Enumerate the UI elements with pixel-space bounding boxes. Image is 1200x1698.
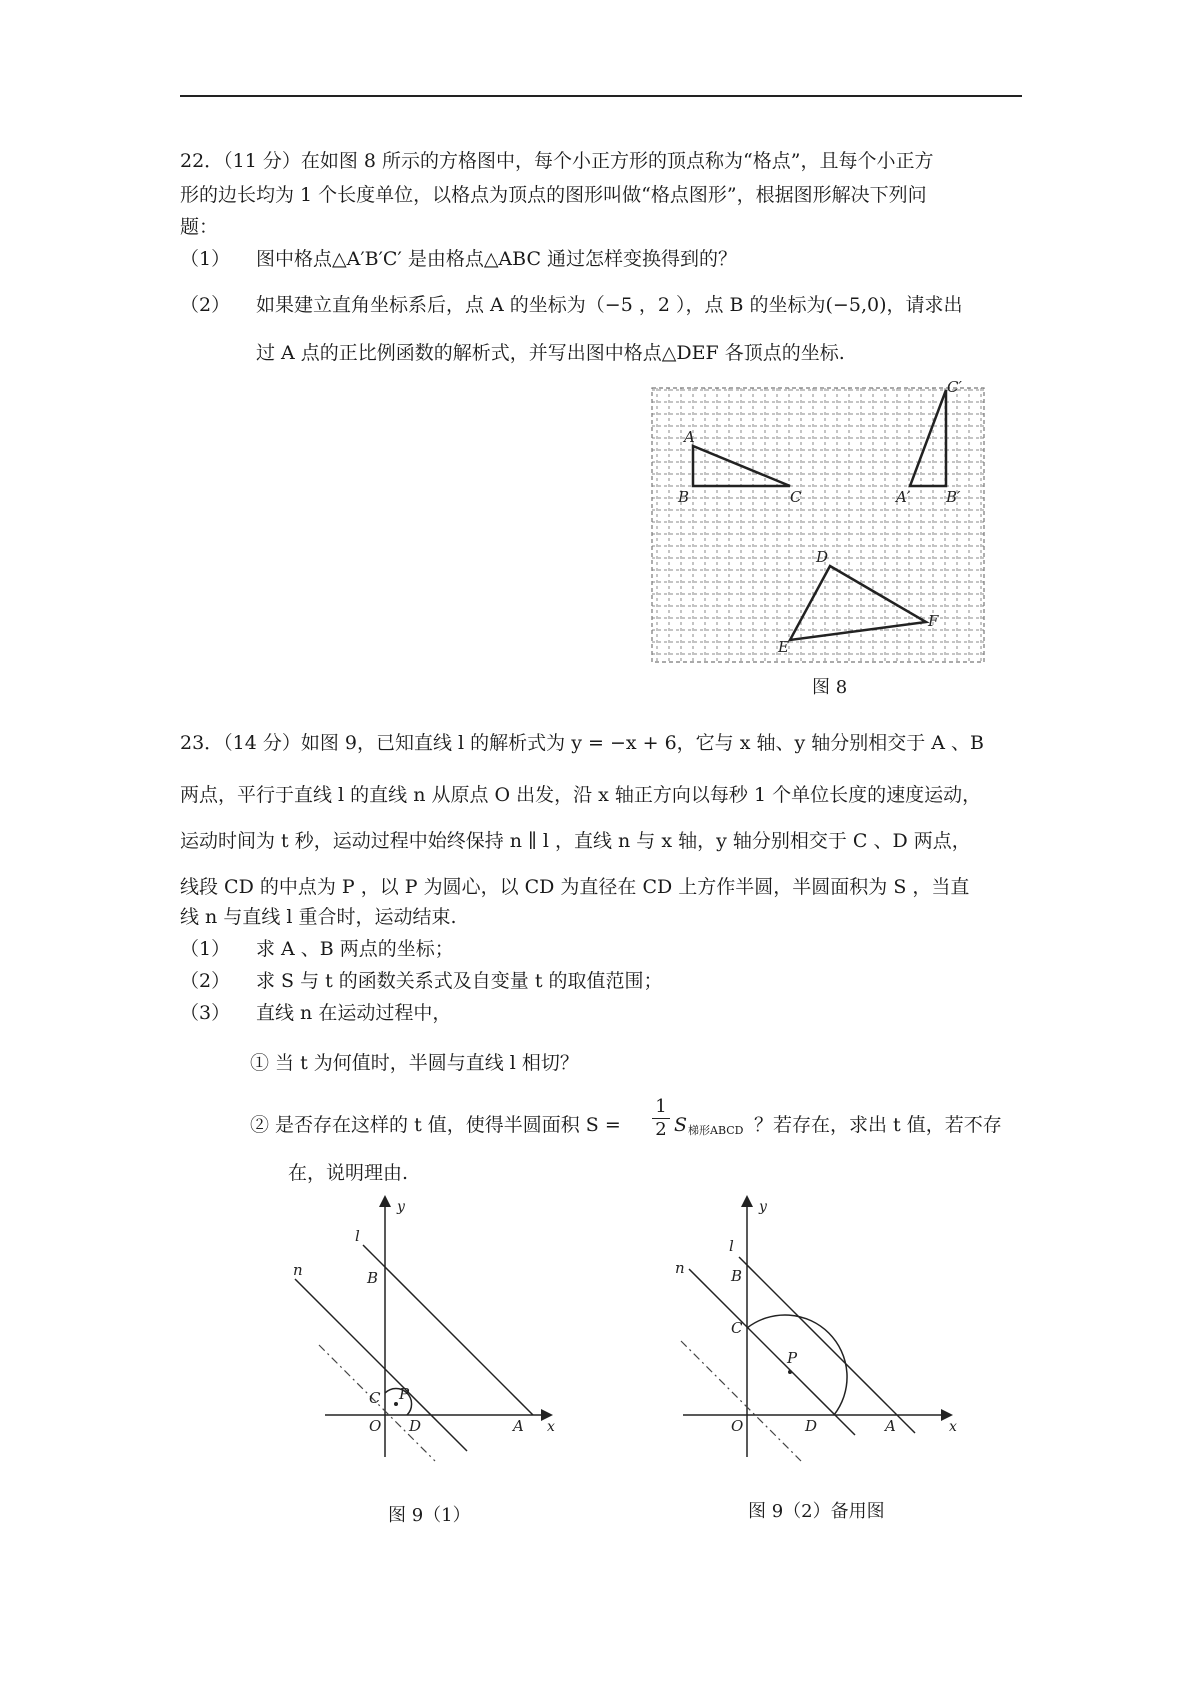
- label-D: D: [805, 1417, 818, 1435]
- label-C: C: [731, 1319, 743, 1337]
- area-symbol: S: [674, 1114, 688, 1136]
- label-O: O: [731, 1417, 744, 1435]
- point-P: [394, 1402, 398, 1406]
- triangle-def: [790, 566, 926, 640]
- label-n: n: [293, 1261, 303, 1279]
- q23-subquestion-2-pre: ② 是否存在这样的 t 值，使得半圆面积 S =: [250, 1114, 621, 1136]
- label-A: A: [885, 1417, 896, 1435]
- label-n: n: [675, 1259, 685, 1277]
- q23-subquestion-2-line-2: 在，说明理由.: [288, 1162, 409, 1184]
- q22-line-1: 22．（11 分）在如图 8 所示的方格图中，每个小正方形的顶点称为“格点”，且每个小正方: [180, 150, 934, 172]
- q23-subquestion-2-post: ？若存在，求出 t 值，若不存: [754, 1114, 1002, 1136]
- label-x: x: [547, 1419, 555, 1435]
- q23-part2-text: 求 S 与 t 的函数关系式及自变量 t 的取值范围；: [256, 970, 663, 992]
- q23-line-3: 运动时间为 t 秒，运动过程中始终保持 n ∥ l ，直线 n 与 x 轴，y 轴分别相交于 C 、D 两点，: [180, 830, 971, 852]
- label-P: P: [399, 1385, 410, 1403]
- q22-part2-text: 如果建立直角坐标系后，点 A 的坐标为（−5 ，2 ），点 B 的坐标为(−5,0)，请求出: [256, 294, 963, 316]
- figure-9-1: [285, 1195, 575, 1475]
- label-B: B: [678, 488, 690, 506]
- q22-part1-number: （1）: [180, 248, 231, 270]
- q23-line-1: 23．（14 分）如图 9，已知直线 l 的解析式为 y = −x + 6，它与 x 轴、y 轴分别相交于 A 、B: [180, 732, 985, 754]
- q23-line-4: 线段 CD 的中点为 P ，以 P 为圆心，以 CD 为直径在 CD 上方作半圆，半圆面积为 S ，当直: [180, 876, 970, 898]
- label-E: E: [778, 638, 789, 656]
- q22-part1-text: 图中格点△A′B′C′ 是由格点△ABC 通过怎样变换得到的？: [256, 248, 738, 270]
- label-B: B: [731, 1267, 743, 1285]
- q22-line-3: 题：: [180, 216, 219, 238]
- label-B1: B′: [946, 488, 961, 506]
- q23-part1-text: 求 A 、B 两点的坐标；: [256, 938, 454, 960]
- label-P: P: [787, 1349, 798, 1367]
- label-B: B: [367, 1269, 379, 1287]
- line-n: [689, 1269, 855, 1435]
- label-D: D: [409, 1417, 422, 1435]
- figure-9-2-caption: 图 9（2）备用图: [748, 1501, 885, 1522]
- q23-subquestion-1: ① 当 t 为何值时，半圆与直线 l 相切？: [250, 1052, 579, 1074]
- q23-part3-text: 直线 n 在运动过程中，: [256, 1002, 452, 1024]
- label-F: F: [928, 612, 939, 630]
- label-C1: C′: [947, 378, 962, 396]
- q23-part2-number: （2）: [180, 970, 231, 992]
- figure-9-2: [665, 1195, 965, 1475]
- fraction-numerator: 1: [652, 1096, 670, 1119]
- q22-part2-text-2: 过 A 点的正比例函数的解析式，并写出图中格点△DEF 各顶点的坐标.: [256, 342, 845, 364]
- figure-8-grid: [650, 378, 990, 664]
- q22-line-2: 形的边长均为 1 个长度单位，以格点为顶点的图形叫做“格点图形”，根据图形解决下列问: [180, 184, 927, 206]
- label-C: C: [369, 1389, 381, 1407]
- q23-part3-number: （3）: [180, 1002, 231, 1024]
- figure-9-1-caption: 图 9（1）: [388, 1505, 471, 1526]
- label-y: y: [397, 1199, 405, 1215]
- label-y: y: [759, 1199, 767, 1215]
- label-l: l: [729, 1237, 734, 1255]
- fraction: [652, 1096, 670, 1141]
- label-l: l: [355, 1227, 360, 1245]
- dashed-line: [681, 1341, 801, 1461]
- label-A: A: [684, 428, 695, 446]
- label-D: D: [816, 548, 829, 566]
- figure-8-caption: 图 8: [812, 677, 848, 698]
- q23-part1-number: （1）: [180, 938, 231, 960]
- point-P: [788, 1370, 792, 1374]
- label-O: O: [369, 1417, 382, 1435]
- label-C: C: [790, 488, 802, 506]
- area-subscript: 梯形ABCD: [688, 1124, 744, 1137]
- q22-part2-number: （2）: [180, 294, 231, 316]
- header-rule: [180, 95, 1022, 97]
- label-A1: A′: [896, 488, 911, 506]
- label-A: A: [513, 1417, 524, 1435]
- q23-line-2: 两点，平行于直线 l 的直线 n 从原点 O 出发，沿 x 轴正方向以每秒 1 个单位长度的速度运动，: [180, 784, 982, 806]
- fraction-denominator: 2: [655, 1119, 667, 1140]
- q23-line-5: 线 n 与直线 l 重合时，运动结束.: [180, 906, 457, 928]
- label-x: x: [949, 1419, 957, 1435]
